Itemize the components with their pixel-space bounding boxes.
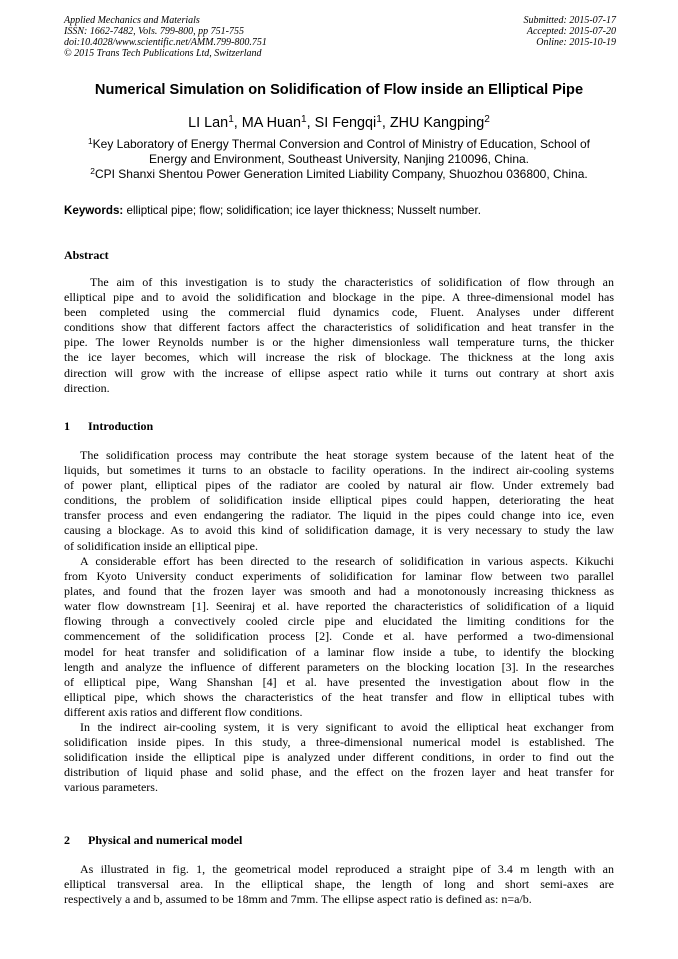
text-line: pipe. The lower Reynolds number is or the higher dimensionless wall temperature turns, the thicker <box>64 335 614 350</box>
journal-name: Applied Mechanics and Materials <box>64 15 200 26</box>
issn-line: ISSN: 1662-7482, Vols. 799-800, pp 751-755 <box>64 26 244 37</box>
affiliation-2: $^2$CPI Shanxi Shentou Power Generation Limited Liability Company, Shuozhou 036800, China. <box>90 166 588 181</box>
author-name: LI Lan <box>188 115 229 131</box>
text-line: elliptical pipe and to avoid the solidification and blockage in the pipe. A three-dimensional model has <box>64 290 614 305</box>
text-line: been completed using the commercial fluid dynamics code, Fluent. Analyses under different <box>64 305 614 320</box>
section-title: Physical and numerical model <box>88 833 243 847</box>
text-line: various parameters. <box>64 780 158 795</box>
text-line: As illustrated in fig. 1, the geometrical model reproduced a straight pipe of 3.4 m length with an <box>80 862 614 876</box>
section-number: 2 <box>64 833 70 847</box>
intro-paragraph-1 <box>64 448 614 554</box>
keywords <box>64 204 624 218</box>
affiliations <box>56 137 622 182</box>
affiliation-1-line-2: Energy and Environment, Southeast University, Nanjing 210096, China. <box>149 152 529 166</box>
journal-header <box>64 15 267 59</box>
author-name: MA Huan <box>241 115 301 131</box>
text-line: transfer process and even endangering the radiator. The liquid in the pipes could change into ice, even <box>64 508 614 523</box>
dates-header <box>524 15 617 48</box>
text-line: direction. <box>64 380 110 395</box>
text-line: A considerable effort has been directed to the research of solidification in various aspects. Kikuchi <box>80 554 614 568</box>
text-line: conditions show that different factors affect the characteristics of solidification and heat transfer in the <box>64 320 614 335</box>
affiliation-1-line-1: $^1$Key Laboratory of Energy Thermal Conversion and Control of Ministry of Education, School of <box>87 136 591 151</box>
text-line: commencement of the solidification process [2]. Conde et al. have performed a two-dimensional <box>64 629 614 644</box>
model-paragraph-1 <box>64 862 614 907</box>
keywords-label: Keywords: <box>64 204 124 217</box>
text-line: respectively a and b, assumed to be 18mm and 7mm. The ellipse aspect ratio is defined as: n=a/b. <box>64 892 532 907</box>
section-title: Introduction <box>88 419 154 433</box>
text-line: solidification inside the elliptical pipe is analyzed under different conditions, in order to find out the <box>64 750 614 765</box>
accepted-date: Accepted: 2015-07-20 <box>526 26 616 37</box>
text-line: elliptical transversal area. In the elliptical shape, the length of long and short semi-axes are <box>64 877 614 892</box>
text-line: conditions, the problem of solidification inside elliptical pipes could happen, deteriorating the heat <box>64 493 614 508</box>
text-line: the ice layer becomes, which will increase the risk of blockage. The thickness at the long axis <box>64 350 614 365</box>
text-line: different axis ratios and different flow conditions. <box>64 704 303 719</box>
abstract-body <box>64 275 614 396</box>
author-name: ZHU Kangping <box>389 115 485 131</box>
paper-title: Numerical Simulation on Solidification of Flow inside an Elliptical Pipe <box>94 82 584 98</box>
intro-paragraph-2 <box>64 554 614 720</box>
author-affil-sup: 1 <box>228 114 234 126</box>
text-line: plates, and found that the frozen layer was smooth and had a monotonously increasing thickness as <box>64 584 614 599</box>
text-line: water flow downstream [1]. Seeniraj et al. have reported the characteristics of solidification of a liquid <box>64 599 614 614</box>
text-line: direction will grow with the increase of ellipse aspect ratio while it turns out contrary at short axis <box>64 365 614 380</box>
text-line: elliptical pipe, which shows the characteristics of the heat transfer and flow in elliptical tubes with <box>64 689 614 704</box>
text-line: of solidification inside an elliptical pipe. <box>64 538 258 553</box>
text-line: The solidification process may contribute the heat storage system because of the latent heat of the <box>80 448 614 462</box>
text-line: of power plant, elliptical pipes of the radiator are cooled by natural air flow. Under extremely bad <box>64 478 614 493</box>
text-line: from Kyoto University conduct experiments of solidification for laminar flow between two parallel <box>64 569 614 584</box>
text-line: flowing through a convectively cooled circle pipe and elucidated the limiting conditions for the <box>64 614 614 629</box>
text-line: The aim of this investigation is to study the characteristics of solidification of flow through an <box>90 275 614 289</box>
text-line: In the indirect air-cooling system, it is very significant to avoid the elliptical heat exchanger from <box>80 720 614 734</box>
doi-link[interactable]: doi:10.4028/www.scientific.net/AMM.799-800.751 <box>64 37 267 48</box>
text-line: distribution of liquid phase and solid phase, and the effect on the frozen layer and heat transfer for <box>64 765 614 780</box>
text-line: liquids, but sometimes it turns to an obstacle to facility operations. In the indirect air-cooling systems <box>64 463 614 478</box>
section-number: 1 <box>64 419 70 433</box>
author-affil-sup: 1 <box>301 114 307 126</box>
text-line: length and analyze the influence of different parameters on the blocking location [3]. In the researches <box>64 659 614 674</box>
author-affil-sup: 2 <box>484 114 490 126</box>
author-list: LI Lan$^1$, MA Huan$^1$, SI Fengqi$^1$, ZHU Kangping$^2$ <box>188 114 490 131</box>
keywords-text: elliptical pipe; flow; solidification; ice layer thickness; Nusselt number. <box>126 204 481 217</box>
text-line: causing a blockage. As to avoid this kind of solidification damage, it is very necessary to study the law <box>64 523 614 538</box>
intro-paragraph-3 <box>64 720 614 795</box>
online-date: Online: 2015-10-19 <box>536 37 616 48</box>
text-line: model for heat transfer and solidification of a laminar flow inside a tube, to identify the blocking <box>64 644 614 659</box>
submitted-date: Submitted: 2015-07-17 <box>523 15 616 26</box>
section-1-heading <box>64 419 153 433</box>
section-2-heading <box>64 833 242 847</box>
text-line: of elliptical pipe, Wang Shanshan [4] et al. have presented the investigation about flow in the <box>64 674 614 689</box>
copyright-line: © 2015 Trans Tech Publications Ltd, Switzerland <box>64 48 262 59</box>
text-line: solidification inside pipes. In this study, a three-dimensional numerical model is established. The <box>64 735 614 750</box>
author-affil-sup: 1 <box>376 114 382 126</box>
author-name: SI Fengqi <box>314 115 377 131</box>
abstract-heading: Abstract <box>64 248 109 262</box>
